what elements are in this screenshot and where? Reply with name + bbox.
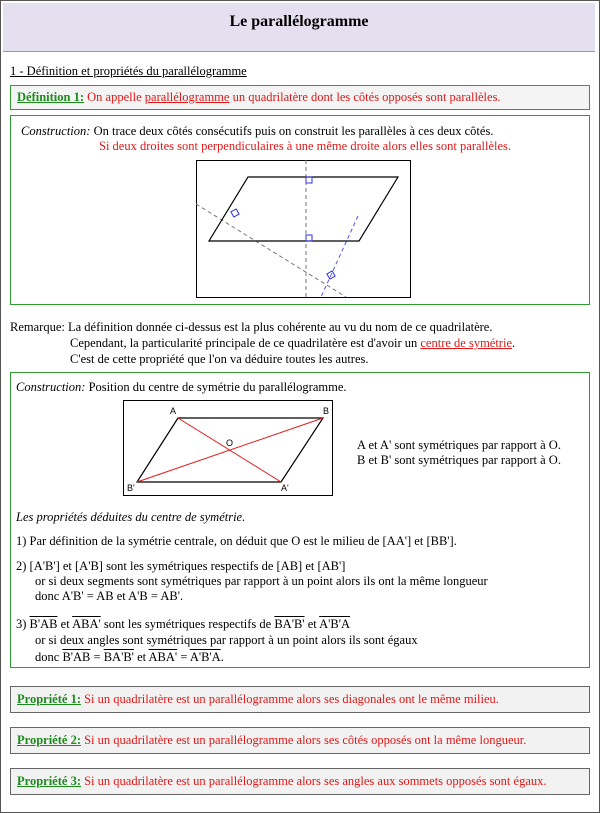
point-label-a: A <box>170 406 177 416</box>
property-2-label: Propriété 2: <box>17 733 81 747</box>
symmetry-figure <box>123 400 333 496</box>
definition-term: parallélogramme <box>144 90 230 104</box>
property-3 <box>17 774 547 789</box>
property-deduction-2-line3: donc A'B' = AB et A'B = AB'. <box>35 589 184 603</box>
section-heading: 1 - Définition et propriétés du parallélogramme <box>10 64 247 78</box>
property-deduction-3-line2: or si deux angles sont symétriques par rapport à un point alors ils sont égaux <box>35 633 418 647</box>
remark-term: centre de symétrie <box>420 336 512 350</box>
eq-dot: . <box>220 650 224 664</box>
remark-line-3: C'est de cette propriété que l'on va déduire toutes les autres. <box>70 352 369 366</box>
point-label-a-prime: A' <box>281 483 289 493</box>
remark-line-2 <box>70 336 515 351</box>
angle-aba-prime: A'B'A <box>319 617 351 631</box>
eq1-right: BA'B' <box>103 650 134 664</box>
eq2-left: ABA' <box>148 650 178 664</box>
construction-1-text: On trace deux côtés consécutifs puis on construit les parallèles à ces deux côtés. <box>93 124 494 138</box>
p3-et-3: et <box>137 650 147 664</box>
definition-label: Définition 1: <box>17 90 85 104</box>
definition-box <box>10 85 590 110</box>
construction-box-2 <box>10 372 590 668</box>
symmetry-figure-frame <box>124 401 333 496</box>
remark-dot: . <box>512 336 516 350</box>
property-3-label: Propriété 3: <box>17 774 81 788</box>
definition-text <box>17 90 501 105</box>
p3-middle: sont les symétriques respectifs de <box>103 617 272 631</box>
construction-2-label: Construction: <box>16 380 86 394</box>
deduced-title: Les propriétés déduites du centre de symétrie. <box>16 510 246 524</box>
point-label-o: O <box>226 438 234 448</box>
property-box-3 <box>10 768 590 795</box>
construction-1-line1 <box>21 124 493 139</box>
construction-2-line <box>16 380 347 395</box>
eq2-right: A'B'A <box>189 650 221 664</box>
construction-2-text: Position du centre de symétrie du parallélogramme. <box>88 380 347 394</box>
angle-aba: ABA' <box>72 617 101 631</box>
symmetry-note-2: B et B' sont symétriques par rapport à O. <box>357 453 561 467</box>
property-deduction-1: 1) Par définition de la symétrie centrale, on déduit que O est le milieu de [AA'] et [BB']. <box>16 534 457 548</box>
construction-box-1 <box>10 115 590 305</box>
point-label-b-prime: B' <box>127 483 135 493</box>
page-title: Le parallélogramme <box>229 13 369 30</box>
figure-frame <box>197 161 411 298</box>
angle-bab: B'AB <box>29 617 58 631</box>
property-deduction-2-line1: 2) [A'B'] et [A'B] sont les symétriques respectifs de [AB] et [AB'] <box>16 559 346 573</box>
eq1-sign: = <box>93 650 101 664</box>
property-2-text: Si un quadrilatère est un parallélogramme alors ses côtés opposés ont la même longueur. <box>84 733 527 747</box>
remark-text-2: Cependant, la particularité principale de ce quadrilatère est d'avoir un <box>70 336 418 350</box>
property-deduction-3-line1 <box>16 617 350 632</box>
p3-donc: donc <box>35 650 60 664</box>
property-3-text: Si un quadrilatère est un parallélogramme alors ses angles aux sommets opposés sont égaux. <box>84 774 547 788</box>
remark-label: Remarque: <box>10 320 65 334</box>
remark-line-1 <box>10 320 492 335</box>
p3-et-1: et <box>60 617 70 631</box>
definition-pre: On appelle <box>87 90 142 104</box>
eq1-left: B'AB <box>62 650 91 664</box>
property-deduction-2-line2: or si deux segments sont symétriques par rapport à un point alors ils ont la même longueur <box>35 574 488 588</box>
point-label-b: B <box>323 406 330 416</box>
property-2 <box>17 733 526 748</box>
title-banner <box>3 3 595 52</box>
construction-1-figure <box>196 160 411 298</box>
property-deduction-3-line3 <box>35 650 224 665</box>
definition-post: un quadrilatère dont les côtés opposés sont parallèles. <box>232 90 501 104</box>
construction-1-label: Construction: <box>21 124 91 138</box>
property-1-text: Si un quadrilatère est un parallélogramme alors ses diagonales ont le même milieu. <box>84 692 499 706</box>
construction-1-line2: Si deux droites sont perpendiculaires à une même droite alors elles sont parallèles. <box>99 139 512 153</box>
p3-et-2: et <box>307 617 317 631</box>
eq2-sign: = <box>180 650 188 664</box>
property-1 <box>17 692 499 707</box>
property-box-2 <box>10 727 590 754</box>
property-1-label: Propriété 1: <box>17 692 81 706</box>
p3-number: 3) <box>16 617 27 631</box>
property-box-1 <box>10 686 590 713</box>
symmetry-note-1: A et A' sont symétriques par rapport à O. <box>357 438 561 452</box>
angle-bab-prime: BA'B' <box>274 617 305 631</box>
remark-text-1: La définition donnée ci-dessus est la plus cohérente au vu du nom de ce quadrilatère. <box>67 320 493 334</box>
